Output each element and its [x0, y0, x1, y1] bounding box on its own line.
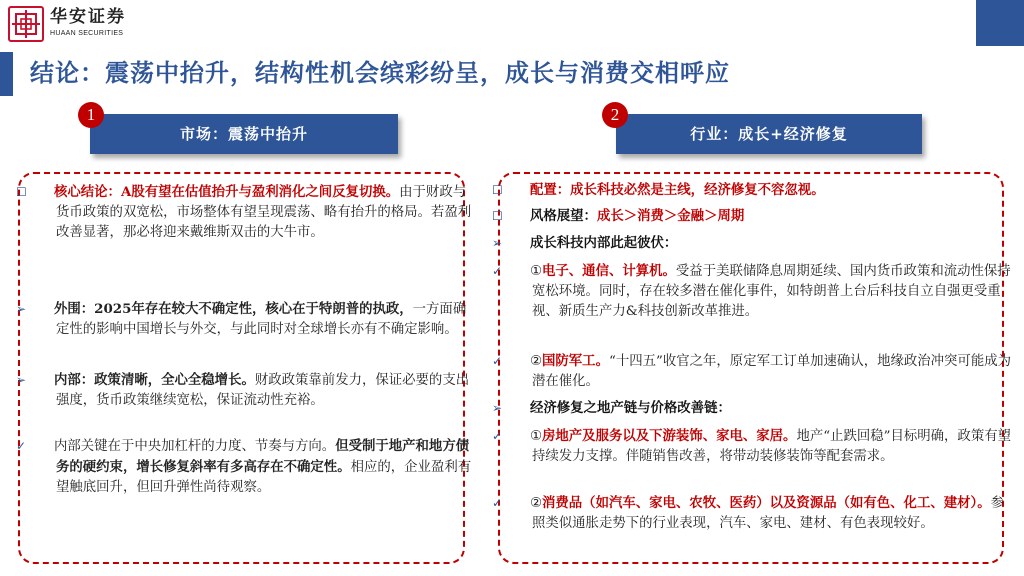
left-item-internal: ➢ 内部：政策清晰，全心全稳增长。财政政策靠前发力，保证必要的支出强度，货币政策继续宽松，保证流动性充裕。: [16, 372, 470, 408]
left-item-external: ➢ 外围：2025年存在较大不确定性，核心在于特朗普的执政，一方面确定性的影响中国增长与外交，与此同时对全球增长亦有不确定影响。: [16, 301, 467, 337]
check-bullet-icon: ✓: [492, 429, 503, 443]
right-item-electronics: ✓ ①电子、通信、计算机。受益于美联储降息周期延续、国内货币政策和流动性保持宽松环境。同时，存在较多潜在催化事件，如特朗普上台后科技自立自强更受重视、新质生产力&科技创新改革推进。: [492, 263, 1011, 319]
check-bullet-icon: ✓: [492, 496, 503, 510]
title-accent-bar: [0, 52, 13, 96]
logo: [50, 7, 126, 38]
logo-cn: 华安证券: [50, 7, 126, 27]
left-item-core: ☐ 核心结论：A股有望在估值抬升与盈利消化之间反复切换。由于财政与货币政策的双宽松，市场整体有望呈现震荡、略有抬升的格局。若盈利改善显著，那必将迎来戴维斯双击的大牛市。: [16, 184, 472, 240]
right-item-consumer: ✓ ②消费品（如汽车、家电、农牧、医药）以及资源品（如有色、化工、建材）。参照类似通胀走势下的行业表现，汽车、家电、建材、有色表现较好。: [492, 495, 1004, 531]
corner-decoration: [976, 0, 1024, 46]
check-bullet-icon: ✓: [492, 354, 503, 368]
check-bullet-icon: ✓: [16, 439, 27, 453]
right-item-allocation: ☐ 配置：成长科技必然是主线，经济修复不容忽视。: [492, 182, 825, 198]
arrow-bullet-icon: ➢: [16, 302, 27, 316]
section-number-1: 1: [78, 102, 104, 128]
check-bullet-icon: ✓: [492, 264, 503, 278]
square-bullet-icon: ☐: [492, 209, 503, 223]
section-number-2: 2: [602, 102, 628, 128]
left-section-heading: 市场：震荡中抬升: [90, 114, 398, 154]
arrow-bullet-icon: ➢: [492, 401, 503, 415]
right-item-real-estate: ✓ ①房地产及服务以及下游装饰、家电、家居。地产“止跌回稳”目标明确，政策有望持续发力支撑。伴随销售改善，将带动装修装饰等配套需求。: [492, 428, 1011, 464]
right-section-heading: 行业：成长+经济修复: [616, 114, 922, 154]
right-item-recovery-header: ➢ 经济修复之地产链与价格改善链：: [492, 400, 731, 416]
arrow-bullet-icon: ➢: [16, 373, 27, 387]
logo-mark-icon: [8, 6, 44, 42]
arrow-bullet-icon: ➢: [492, 236, 503, 250]
square-bullet-icon: ☐: [16, 185, 27, 199]
left-item-key: ✓ 内部关键在于中央加杠杆的力度、节奏与方向。但受制于地产和地方债务的硬约束，增长修复斜率有多高存在不确定性。相应的，企业盈利有望触底回升，但回升弹性尚待观察。: [16, 438, 472, 495]
page-title: 结论：震荡中抬升，结构性机会缤彩纷呈，成长与消费交相呼应: [30, 58, 730, 87]
right-item-style: ☐ 风格展望：成长＞消费＞金融＞周期: [492, 208, 745, 224]
square-bullet-icon: ☐: [492, 183, 503, 197]
right-item-defense: ✓ ②国防军工。“十四五”收官之年，原定军工订单加速确认，地缘政治冲突可能成为潜在催化。: [492, 353, 1011, 389]
right-item-tech-header: ➢ 成长科技内部此起彼伏：: [492, 235, 678, 251]
logo-en: HUAAN SECURITIES: [50, 30, 124, 37]
